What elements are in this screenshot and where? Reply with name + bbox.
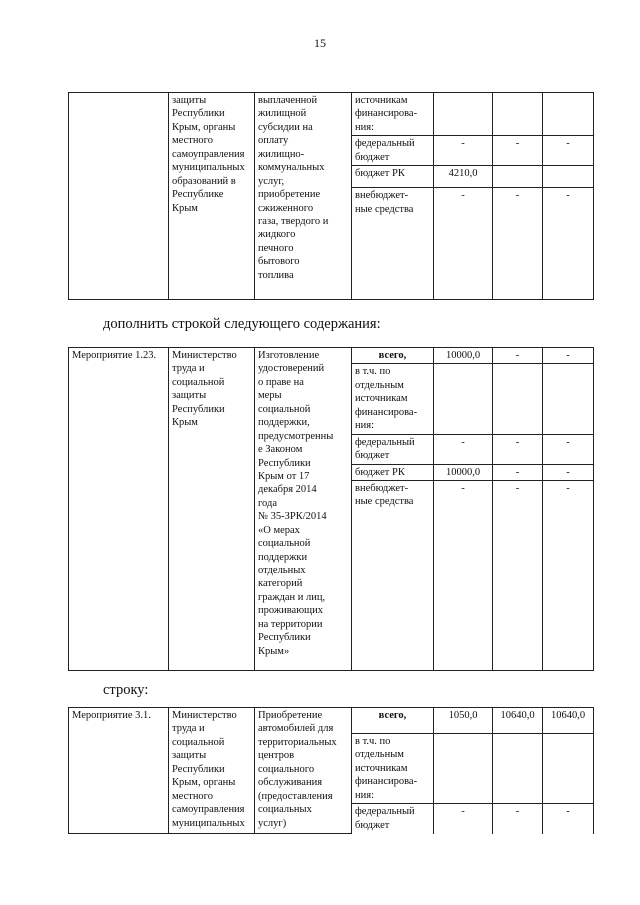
instruction-add-row: дополнить строкой следующего содержания: <box>103 316 381 332</box>
page-number: 15 <box>314 36 326 50</box>
value-cell: 4210,0 <box>434 166 493 188</box>
value-cell: 1050,0 <box>434 708 493 734</box>
source-cell: внебюджет- ные средства <box>352 188 434 300</box>
source-cell: бюджет РК <box>352 166 434 188</box>
value-cell <box>493 166 543 188</box>
value-cell: - <box>543 136 594 166</box>
source-cell: в т.ч. по отдельным источникам финансирова- ния: <box>352 364 434 434</box>
activity-cell: Приобретение автомобилей для территориальных центров социального обслуживания (предоставления социальных услуг) <box>255 708 352 834</box>
value-cell: - <box>434 136 493 166</box>
event-cell: Мероприятие 3.1. <box>69 708 169 834</box>
value-cell: - <box>434 480 493 670</box>
executor-cell: защиты Республики Крым, органы местного самоуправления муниципальных образований в Республике Крым <box>169 93 255 300</box>
value-cell: - <box>434 188 493 300</box>
value-cell: - <box>493 136 543 166</box>
value-cell: - <box>543 188 594 300</box>
value-cell: - <box>543 480 594 670</box>
value-cell <box>434 734 493 804</box>
value-cell: - <box>493 480 543 670</box>
value-cell <box>543 364 594 434</box>
value-cell <box>434 364 493 434</box>
table-continuation <box>68 92 594 300</box>
executor-cell: Министерство труда и социальной защиты Республики Крым <box>169 348 255 671</box>
source-cell: федеральный бюджет <box>352 136 434 166</box>
value-cell: 10640,0 <box>543 708 594 734</box>
value-cell <box>493 93 543 136</box>
source-cell: источникам финансирова- ния: <box>352 93 434 136</box>
value-cell: 10640,0 <box>493 708 543 734</box>
instruction-row: строку: <box>103 682 149 698</box>
value-cell: - <box>493 348 543 364</box>
source-cell: внебюджет- ные средства <box>352 480 434 670</box>
value-cell: - <box>434 434 493 464</box>
source-cell: бюджет РК <box>352 464 434 480</box>
value-cell: - <box>543 348 594 364</box>
value-cell <box>434 93 493 136</box>
activity-cell: Изготовление удостоверений о праве на меры социальной поддержки, предусмотренны е Законом Республики Крым от 17 декабря 2014 года № 35-ЗРК/2014 «О мерах социальной поддержки отдельных категорий граждан и лиц, проживающих на территории Республики Крым» <box>255 348 352 671</box>
activity-cell: выплаченной жилищной субсидии на оплату жилищно- коммунальных услуг, приобретение сжиженного газа, твердого и жидкого печного бытового топлива <box>255 93 352 300</box>
value-cell <box>493 734 543 804</box>
value-cell: 10000,0 <box>434 464 493 480</box>
source-cell: федеральный бюджет <box>352 804 434 834</box>
value-cell <box>543 166 594 188</box>
event-cell: Мероприятие 1.23. <box>69 348 169 671</box>
value-cell <box>543 93 594 136</box>
value-cell: 10000,0 <box>434 348 493 364</box>
value-cell: - <box>434 804 493 834</box>
value-cell: - <box>493 464 543 480</box>
executor-cell: Министерство труда и социальной защиты Республики Крым, органы местного самоуправления муниципальных <box>169 708 255 834</box>
value-cell: - <box>493 804 543 834</box>
value-cell: - <box>493 434 543 464</box>
event-cell <box>69 93 169 300</box>
source-cell: всего, <box>352 708 434 734</box>
value-cell <box>493 364 543 434</box>
source-cell: в т.ч. по отдельным источникам финансирова- ния: <box>352 734 434 804</box>
source-cell: всего, <box>352 348 434 364</box>
value-cell: - <box>543 804 594 834</box>
value-cell: - <box>543 464 594 480</box>
value-cell <box>543 734 594 804</box>
value-cell: - <box>543 434 594 464</box>
table-replacement-row <box>68 707 594 834</box>
value-cell: - <box>493 188 543 300</box>
table-new-row <box>68 347 594 671</box>
source-cell: федеральный бюджет <box>352 434 434 464</box>
